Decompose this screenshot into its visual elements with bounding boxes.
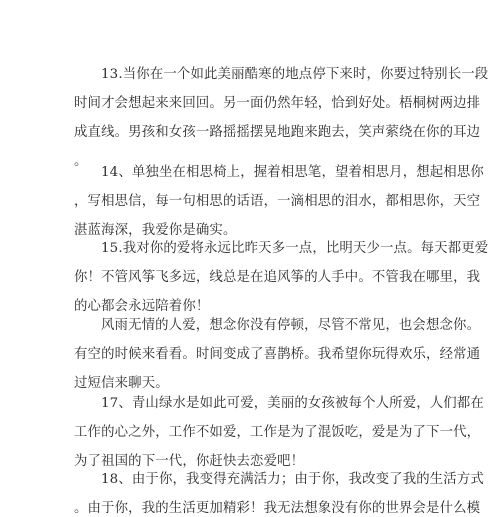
text-line: 你！不管风筝飞多远，线总是在追风筝的人手中。不管我在哪里，我 xyxy=(74,270,481,285)
text-line: 。 xyxy=(74,154,88,169)
text-line: 的心都会永远陪着你！ xyxy=(74,299,210,314)
paragraph-17 xyxy=(74,389,484,476)
text-line: 18、由于你，我变得充满活力；由于你，我改变了我的生活方式 xyxy=(101,472,484,487)
text-line: 15.我对你的爱将永远比昨天多一点，比明天少一点。每天都更爱 xyxy=(101,241,489,256)
text-line: 17、青山绿水是如此可爱，美丽的女孩被每个人所爱，人们都在 xyxy=(101,396,484,411)
text-line: 有空的时候来看看。时间变成了喜鹊桥。我希望你玩得欢乐，经常通 xyxy=(74,347,481,362)
text-line: 时间才会想起来来回回。另一面仍然年轻，恰到好处。梧桐树两边排 xyxy=(74,96,481,111)
text-line: 14、单独坐在相思椅上，握着相思笔，望着相思月，想起相思你 xyxy=(101,165,484,180)
text-line: 成直线。男孩和女孩一路摇摇摆晃地跑来跑去，笑声萦绕在你的耳边 xyxy=(74,125,481,140)
paragraph-18 xyxy=(74,465,484,517)
paragraph-15 xyxy=(74,234,489,321)
text-line: 13.当你在一个如此美丽酷寒的地点停下来时，你要过特别长一段 xyxy=(101,67,489,82)
text-line: 过短信来聊天。 xyxy=(74,376,169,391)
text-line: 湛蓝海深，我爱你是确实。 xyxy=(74,223,237,238)
text-line: 风雨无情的人爱，想念你没有停顿，尽管不常见，也会想念你。 xyxy=(101,318,481,333)
text-line: ，写相思信，每一句相思的话语，一滴相思的泪水，都相思你，天空 xyxy=(74,194,481,209)
text-line: 为了祖国的下一代，你赶快去恋爱吧！ xyxy=(74,454,305,469)
paragraph-14 xyxy=(74,158,484,245)
text-line: 。由于你，我的生活更加精彩！我无法想象没有你的世界会是什么模 xyxy=(74,501,481,516)
paragraph-16 xyxy=(74,311,481,398)
text-line: 工作的心之外，工作不如爱，工作是为了混饭吃，爱是为了下一代， xyxy=(74,425,481,440)
